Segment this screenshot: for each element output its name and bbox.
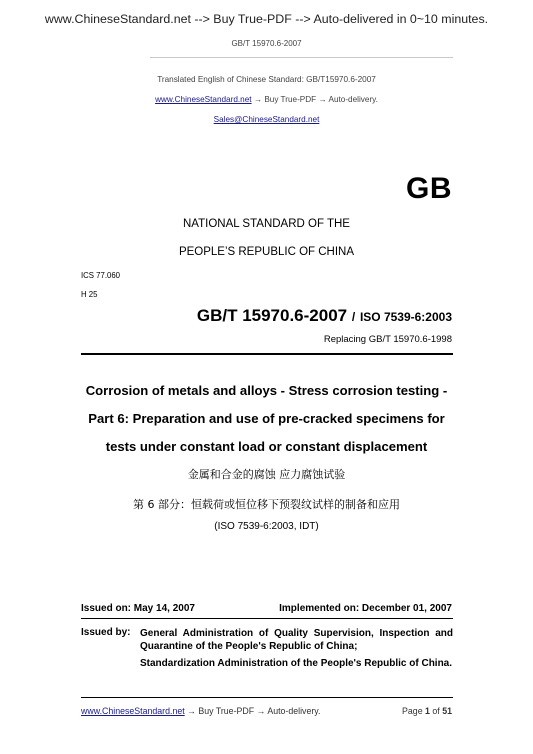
footer-links: [81, 706, 320, 716]
arrow-right-icon: →: [256, 706, 266, 716]
page-label: Page: [402, 706, 423, 716]
iso-code: ISO 7539-6:2003: [359, 310, 452, 324]
page-total: 51: [442, 706, 452, 716]
chinese-title-line1: 金属和合金的腐蚀 应力腐蚀试验: [187, 468, 346, 481]
implemented-on: Implemented on: December 01, 2007: [279, 603, 452, 614]
sales-email-row: [0, 115, 533, 124]
replacing-note: Replacing GB/T 15970.6-1998: [323, 334, 452, 345]
issued-on: Issued on: May 14, 2007: [81, 603, 195, 614]
sales-email-link[interactable]: Sales@ChineseStandard.net: [213, 115, 320, 124]
title-line3: tests under constant load or constant displacement: [105, 439, 428, 454]
page-number: 1: [425, 706, 430, 716]
translation-note: Translated English of Chinese Standard: GB/T15970.6-2007: [157, 75, 376, 84]
title-divider: [81, 353, 453, 355]
ics-code: ICS 77.060: [81, 271, 121, 280]
auto-delivery-text: Auto-delivery.: [328, 95, 378, 104]
header-divider: [150, 57, 453, 58]
buy-text: Buy True-PDF: [264, 95, 317, 104]
arrow-right-icon: →: [253, 95, 263, 104]
standard-code: [197, 306, 452, 326]
header-standard-id: GB/T 15970.6-2007: [231, 39, 302, 48]
page-indicator: [402, 706, 452, 716]
national-standard-line1: NATIONAL STANDARD OF THE: [183, 218, 350, 230]
iso-separator: /: [351, 310, 356, 324]
national-standard-line2: PEOPLE’S REPUBLIC OF CHINA: [178, 246, 355, 258]
of-label: of: [432, 706, 440, 716]
arrow-right-icon: →: [318, 95, 327, 104]
footer-buy-text: Buy True-PDF: [198, 706, 255, 716]
translation-links: [0, 95, 533, 104]
issuer-2: Standardization Administration of the People's Republic of China.: [140, 658, 453, 669]
title-line2: Part 6: Preparation and use of pre-cracked specimens for: [88, 411, 445, 426]
gb-logo: GB: [406, 172, 452, 205]
issue-divider: [81, 618, 453, 619]
top-banner[interactable]: www.ChineseStandard.net --> Buy True-PDF --> Auto-delivered in 0~10 minutes.: [44, 12, 489, 26]
arrow-right-icon: →: [187, 706, 196, 716]
footer-site-link[interactable]: www.ChineseStandard.net: [81, 706, 185, 716]
issuer-1: General Administration of Quality Supervision, Inspection and Quarantine of the People's Republic of China;: [140, 628, 453, 652]
iso-equivalence: (ISO 7539-6:2003, IDT): [214, 521, 319, 532]
title-line1: Corrosion of metals and alloys - Stress corrosion testing -: [85, 383, 448, 398]
chinese-title-line2: 第 6 部分：恒载荷或恒位移下预裂纹试样的制备和应用: [133, 498, 400, 511]
site-link[interactable]: www.ChineseStandard.net: [155, 95, 252, 104]
h-code: H 25: [81, 290, 98, 299]
footer-divider: [81, 697, 453, 698]
footer-auto-text: Auto-delivery.: [267, 706, 321, 716]
issued-by-label: Issued by:: [81, 627, 131, 638]
gb-code: GB/T 15970.6-2007: [196, 306, 348, 325]
